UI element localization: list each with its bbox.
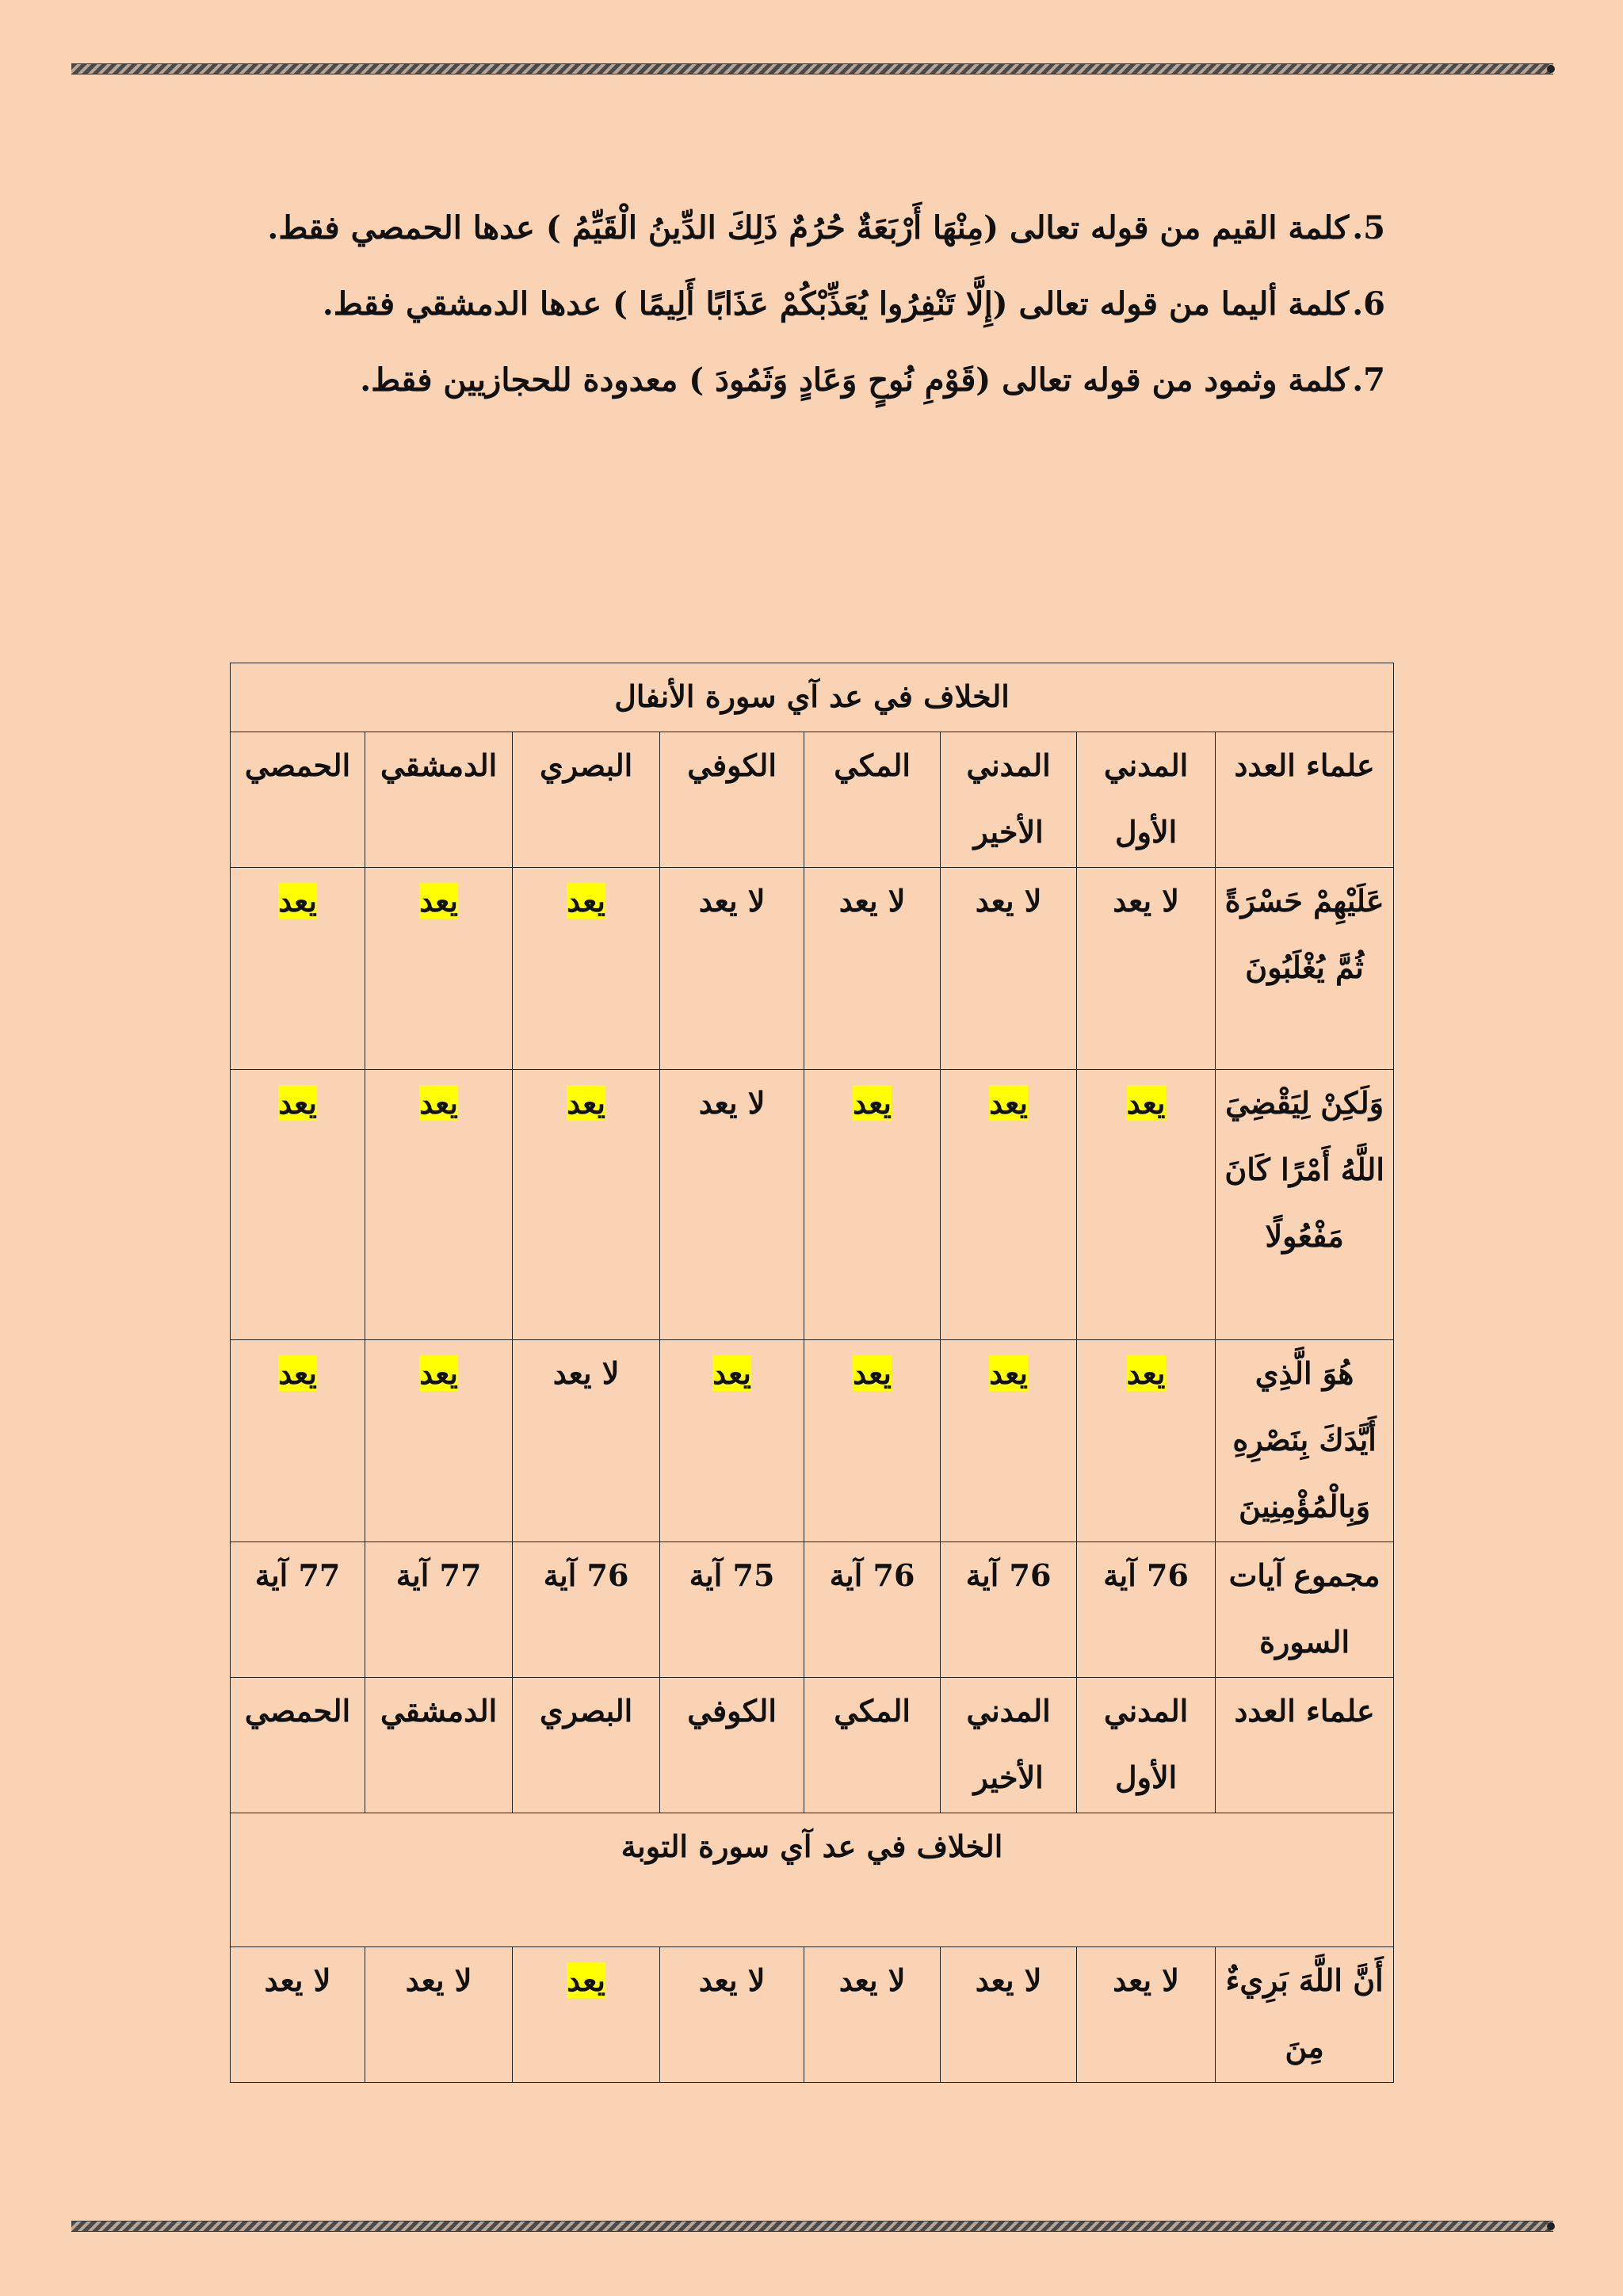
notes-list — [197, 190, 1385, 418]
count-value: يعد — [712, 1355, 752, 1391]
count-cell — [365, 868, 513, 1070]
school-header: المدني الأول — [1077, 732, 1216, 868]
table-row — [231, 868, 1394, 1070]
table-header-row — [231, 732, 1394, 868]
count-value: لا يعد — [1113, 1962, 1179, 1998]
count-value: يعد — [853, 1085, 892, 1121]
totals-row — [231, 1542, 1394, 1678]
school-header: الكوفي — [660, 732, 804, 868]
table-row — [231, 1340, 1394, 1542]
count-cell — [804, 1070, 941, 1340]
count-cell — [365, 1340, 513, 1542]
school-header: البصري — [513, 732, 660, 868]
school-header: الكوفي — [660, 1678, 804, 1813]
note-number: 6. — [1352, 285, 1385, 323]
count-cell — [231, 1070, 365, 1340]
count-value: لا يعد — [264, 1962, 331, 1998]
count-value: يعد — [989, 1085, 1029, 1121]
count-cell — [804, 868, 941, 1070]
count-value: يعد — [419, 1085, 459, 1121]
count-cell — [660, 868, 804, 1070]
note-item — [197, 342, 1385, 418]
total-cell: 75 آية — [660, 1542, 804, 1678]
count-cell — [660, 1947, 804, 2083]
count-cell — [804, 1947, 941, 2083]
total-cell: 76 آية — [941, 1542, 1077, 1678]
count-value: يعد — [278, 1355, 317, 1391]
count-value: لا يعد — [552, 1355, 620, 1391]
total-cell: 77 آية — [231, 1542, 365, 1678]
header-label: علماء العدد — [1216, 1678, 1394, 1813]
count-cell — [513, 1947, 660, 2083]
count-cell — [660, 1070, 804, 1340]
school-header: الحمصي — [231, 732, 365, 868]
count-value: يعد — [419, 883, 459, 919]
count-cell — [941, 1340, 1077, 1542]
count-value: يعد — [567, 1085, 606, 1121]
table-row — [231, 1070, 1394, 1340]
count-value: لا يعد — [1113, 883, 1179, 919]
header-label: علماء العدد — [1216, 732, 1394, 868]
count-cell — [231, 1340, 365, 1542]
count-value: يعد — [853, 1355, 892, 1391]
school-header: المدني الأخير — [941, 732, 1077, 868]
total-cell: 76 آية — [513, 1542, 660, 1678]
verse-word-cell: عَلَيْهِمْ حَسْرَةً ثُمَّ يُغْلَبُونَ — [1216, 868, 1394, 1070]
count-cell — [1077, 1070, 1216, 1340]
count-value: لا يعد — [698, 1085, 766, 1121]
count-value: لا يعد — [975, 1962, 1042, 1998]
school-header: المكي — [804, 1678, 941, 1813]
note-text: كلمة أليما من قوله تعالى (إِلَّا تَنْفِرُوا يُعَذِّبْكُمْ عَذَابًا أَلِيمًا ) عدها الدمشقي فقط. — [322, 285, 1350, 323]
count-cell — [804, 1340, 941, 1542]
count-cell — [513, 1340, 660, 1542]
table-title-tawba: الخلاف في عد آي سورة التوبة — [231, 1813, 1394, 1947]
school-header: البصري — [513, 1678, 660, 1813]
count-cell — [1077, 868, 1216, 1070]
bottom-border-dot — [1547, 2222, 1555, 2230]
count-cell — [660, 1340, 804, 1542]
table-title-anfal: الخلاف في عد آي سورة الأنفال — [231, 663, 1394, 732]
note-item — [197, 266, 1385, 342]
count-value: يعد — [278, 1085, 317, 1121]
count-value: يعد — [567, 883, 606, 919]
count-value: لا يعد — [838, 883, 906, 919]
total-cell: 76 آية — [1077, 1542, 1216, 1678]
school-header: المدني الأول — [1077, 1678, 1216, 1813]
count-value: يعد — [1126, 1085, 1166, 1121]
school-header: المدني الأخير — [941, 1678, 1077, 1813]
table-title-row — [231, 663, 1394, 732]
total-cell: 77 آية — [365, 1542, 513, 1678]
count-cell — [231, 1947, 365, 2083]
note-text: كلمة القيم من قوله تعالى (مِنْهَا أَرْبَعَةٌ حُرُمٌ ذَلِكَ الدِّينُ الْقَيِّمُ ) عدها الحمصي فقط. — [267, 209, 1350, 246]
count-cell — [941, 1947, 1077, 2083]
count-value: لا يعد — [838, 1962, 906, 1998]
count-value: يعد — [278, 883, 317, 919]
table-header-row-2 — [231, 1678, 1394, 1813]
total-label: مجموع آيات السورة — [1216, 1542, 1394, 1678]
top-border-dot — [1547, 65, 1555, 73]
count-cell — [513, 868, 660, 1070]
count-value: لا يعد — [405, 1962, 472, 1998]
top-decorative-border — [71, 63, 1553, 74]
school-header: المكي — [804, 732, 941, 868]
bottom-decorative-border — [71, 2221, 1553, 2232]
count-cell — [1077, 1947, 1216, 2083]
verse-word-cell: أَنَّ اللَّهَ بَرِيءٌ مِنَ — [1216, 1947, 1394, 2083]
total-cell: 76 آية — [804, 1542, 941, 1678]
count-cell — [365, 1070, 513, 1340]
count-cell — [941, 1070, 1077, 1340]
school-header: الدمشقي — [365, 732, 513, 868]
count-value: يعد — [567, 1962, 606, 1998]
table-title-row-2 — [231, 1813, 1394, 1947]
count-cell — [941, 868, 1077, 1070]
count-value: لا يعد — [698, 1962, 766, 1998]
count-value: يعد — [419, 1355, 459, 1391]
verse-word-cell: هُوَ الَّذِي أَيَّدَكَ بِنَصْرِهِ وَبِالْمُؤْمِنِينَ — [1216, 1340, 1394, 1542]
count-value: يعد — [1126, 1355, 1166, 1391]
note-number: 7. — [1352, 361, 1385, 399]
table-row — [231, 1947, 1394, 2083]
note-text: كلمة وثمود من قوله تعالى (قَوْمِ نُوحٍ وَعَادٍ وَثَمُودَ ) معدودة للحجازيين فقط. — [360, 361, 1350, 399]
verse-word-cell: وَلَكِنْ لِيَقْضِيَ اللَّهُ أَمْرًا كَانَ مَفْعُولًا — [1216, 1070, 1394, 1340]
count-cell — [231, 868, 365, 1070]
count-value: لا يعد — [698, 883, 766, 919]
count-cell — [1077, 1340, 1216, 1542]
verse-count-table — [230, 663, 1394, 2083]
count-cell — [365, 1947, 513, 2083]
count-value: لا يعد — [975, 883, 1042, 919]
note-number: 5. — [1352, 209, 1385, 246]
note-item — [197, 190, 1385, 266]
school-header: الحمصي — [231, 1678, 365, 1813]
count-value: يعد — [989, 1355, 1029, 1391]
count-cell — [513, 1070, 660, 1340]
school-header: الدمشقي — [365, 1678, 513, 1813]
